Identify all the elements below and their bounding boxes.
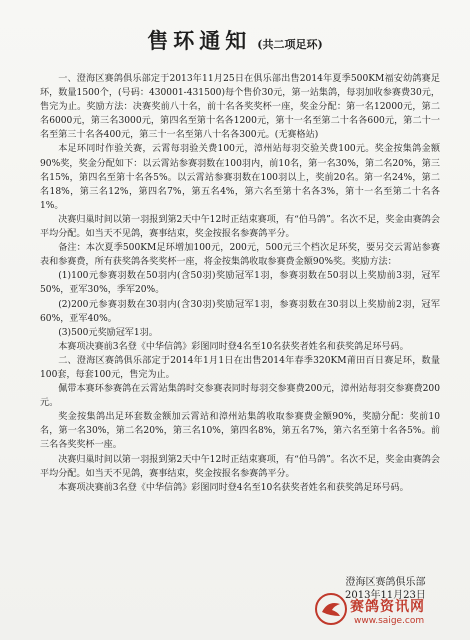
- paragraph-1: 一、澄海区赛鸽俱乐部定于2013年11月25日在俱乐部出售2014年夏季500KM福安幼鸽赛足环，数量1500个，(号码：430001-431500)每个售价30元，第一站集鸽，每羽加收参赛费30元，售完为止。奖励方法：决赛奖前八十名，前十名各奖奖杯一座，奖金分配：第一名12000元，第二名6000元，第三名3000元，第四名至第十名各1200元，第十一名至第二十名各600元，第二十一名至第三十名各400元，第三十一名至第八十名各300元。(无赛格站): [40, 74, 440, 141]
- paragraph-2: 本足环同时作验关赛，云霄每羽验关费100元，漳州站每羽交验关费100元。奖金按集鸽金额90%奖，奖金分配如下：以云霄站参赛羽数在100羽内，前10名，第一名30%，第二名20%，第三名15%，第四名至第十名各5%。以云霄站参赛羽数在100羽以上，奖前20名。第一名24%，第二名18%，第三名12%，第四名7%，第五名4%，第六名至第十名各3%，第十一名至第二十名各1%。: [40, 144, 440, 211]
- signature-date: 2013年11月23日: [345, 590, 426, 601]
- paragraph-12: 决赛归巢时间以第一羽报到第2天中午12时正结束赛项，有“伯马鸽”。名次不足，奖金由赛鸽会平均分配。如当天不见鸽，赛事结束，奖金按报名参赛鸽平分。: [40, 454, 440, 479]
- paragraph-13: 本赛项决赛前3名登《中华信鸽》彩图同时登4名至10名获奖者姓名和获奖鸽足环号码。: [58, 482, 409, 493]
- title-row: [0, 25, 470, 55]
- paragraph-6: (2)200元参赛羽数在30羽内(含30羽)奖励冠军1羽，参赛羽数在30羽以上奖励前2羽，冠军60%，亚军40%。: [40, 299, 440, 324]
- signature-org: 澄海区赛鸽俱乐部: [345, 577, 426, 588]
- notice-title: 售环通知: [147, 28, 252, 53]
- paragraph-9: 二、澄海区赛鸽俱乐部定于2014年1月1日在出售2014年春季320KM莆田百日赛足环，数量100套，每套100元，售完为止。: [40, 355, 440, 380]
- pigeon-logo-icon: [314, 592, 348, 626]
- paragraph-11: 奖金按集鸽出足环套数金额加云霄站和漳州站集鸽收取参赛费金额90%，奖励分配：奖前10名，第一名30%，第二名20%，第三名10%，第四名8%，第五名7%，第六名至第十名各5%。前三名各奖奖杯一座。: [40, 412, 440, 451]
- site-watermark: [314, 592, 464, 636]
- paragraph-8: 本赛项决赛前3名登《中华信鸽》彩图同时登4名至10名获奖者姓名和获奖鸽足环号码。: [58, 341, 409, 352]
- paragraph-10: 佩带本赛环参赛鸽在云霄站集鸽时交参赛表同时每羽交参赛费200元，漳州站每羽交参赛费200元。: [40, 384, 440, 409]
- paragraph-7: (3)500元奖励冠军1羽。: [58, 327, 158, 338]
- notice-body: [40, 72, 440, 495]
- watermark-brand: 赛鸽资讯网: [350, 599, 425, 615]
- paragraph-4: 备注：本次夏季500KM足环增加100元，200元，500元三个档次足环奖，要另交云霄站参赛表和参赛费，所有获奖鸽各奖奖杯一座，将金按集鸽收取参赛费金额90%奖。奖励方法：: [40, 243, 440, 268]
- notice-subtitle: (共二项足环): [257, 38, 323, 51]
- paragraph-5: (1)100元参赛羽数在50羽内(含50羽)奖励冠军1羽，参赛羽数在50羽以上奖励前3羽，冠军50%，亚军30%，季军20%。: [40, 271, 440, 296]
- paragraph-3: 决赛归巢时间以第一羽报到第2天中午12时正结束赛项，有“伯马鸽”。名次不足，奖金由赛鸽会平均分配。如当天不见鸽，赛事结束，奖金按报名参赛鸽平分。: [40, 214, 440, 240]
- watermark-url: www.saige.com: [354, 616, 425, 626]
